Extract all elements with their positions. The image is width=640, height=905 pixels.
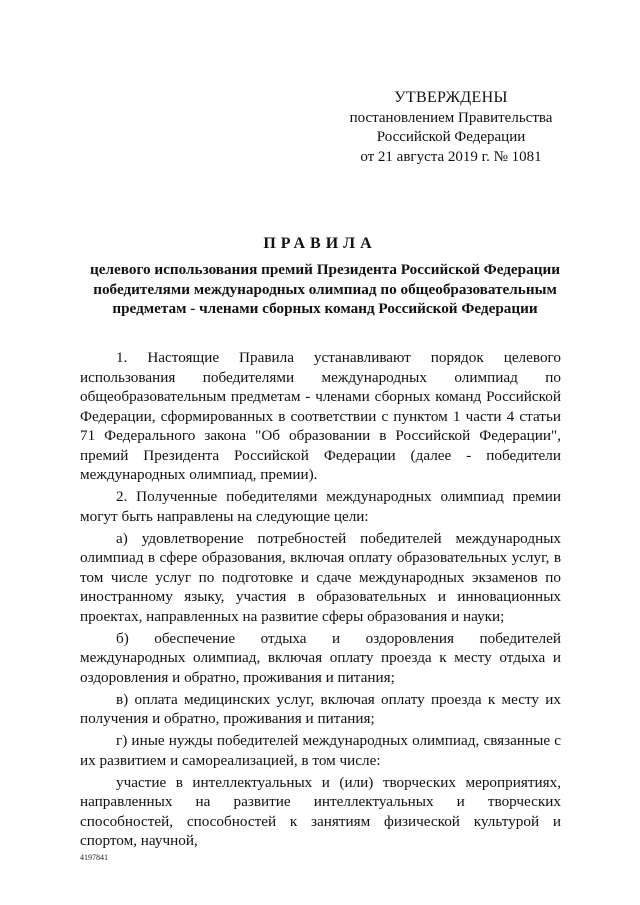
approval-line-3: от 21 августа 2019 г. № 1081: [360, 148, 542, 165]
paragraph-2v: в) оплата медицинских услуг, включая оплату проезда к месту их получения и обратно, проживания и питания;: [80, 690, 561, 727]
paragraph-1: 1. Настоящие Правила устанавливают порядок целевого использования победителями международных олимпиад по общеобразовательным предметам - членами сборных команд Российской Федерации, сформированных в соответствии с пунктом 1 части 4 статьи 71 Федерального закона "Об образовании в Российской Федерации", премий Президента Российской Федерации (далее - победители международных олимпиад, премии).: [80, 349, 561, 483]
approval-line-2: Российской Федерации: [376, 129, 526, 145]
document-code: 4197841: [80, 853, 108, 862]
paragraph-2g: г) иные нужды победителей международных олимпиад, связанные с их развитием и самореализацией, в том числе:: [80, 732, 561, 769]
document-body: [80, 348, 561, 853]
approved-heading: УТВЕРЖДЕНЫ: [394, 89, 508, 106]
paragraph-2g-item: участие в интеллектуальных и (или) творческих мероприятиях, направленных на развитие интеллектуальных и творческих способностей, способностей к занятиям физической культурой и спортом, научной,: [80, 773, 561, 849]
document-subtitle: целевого использования премий Президента Российской Федерации победителями международных олимпиад по общеобразовательным предметам - членами сборных команд Российской Федерации: [90, 261, 560, 317]
paragraph-2a: а) удовлетворение потребностей победителей международных олимпиад в сфере образования, включая оплату образовательных услуг, в том числе услуг по подготовке и сдаче международных экзаменов по иностранному языку, участия в образовательных и инновационных проектах, направленных на развитие сферы образования и науки;: [80, 529, 561, 625]
approval-line-1: постановлением Правительства: [349, 109, 553, 126]
paragraph-2: 2. Полученные победителями международных олимпиад премии могут быть направлены на следующие цели:: [80, 488, 561, 525]
approval-stamp-block: [320, 88, 582, 167]
paragraph-2b: б) обеспечение отдыха и оздоровления победителей международных олимпиад, включая оплату проезда к месту отдыха и оздоровления и обратно, проживания и питания;: [80, 629, 561, 686]
document-title: ПРАВИЛА: [263, 235, 377, 252]
